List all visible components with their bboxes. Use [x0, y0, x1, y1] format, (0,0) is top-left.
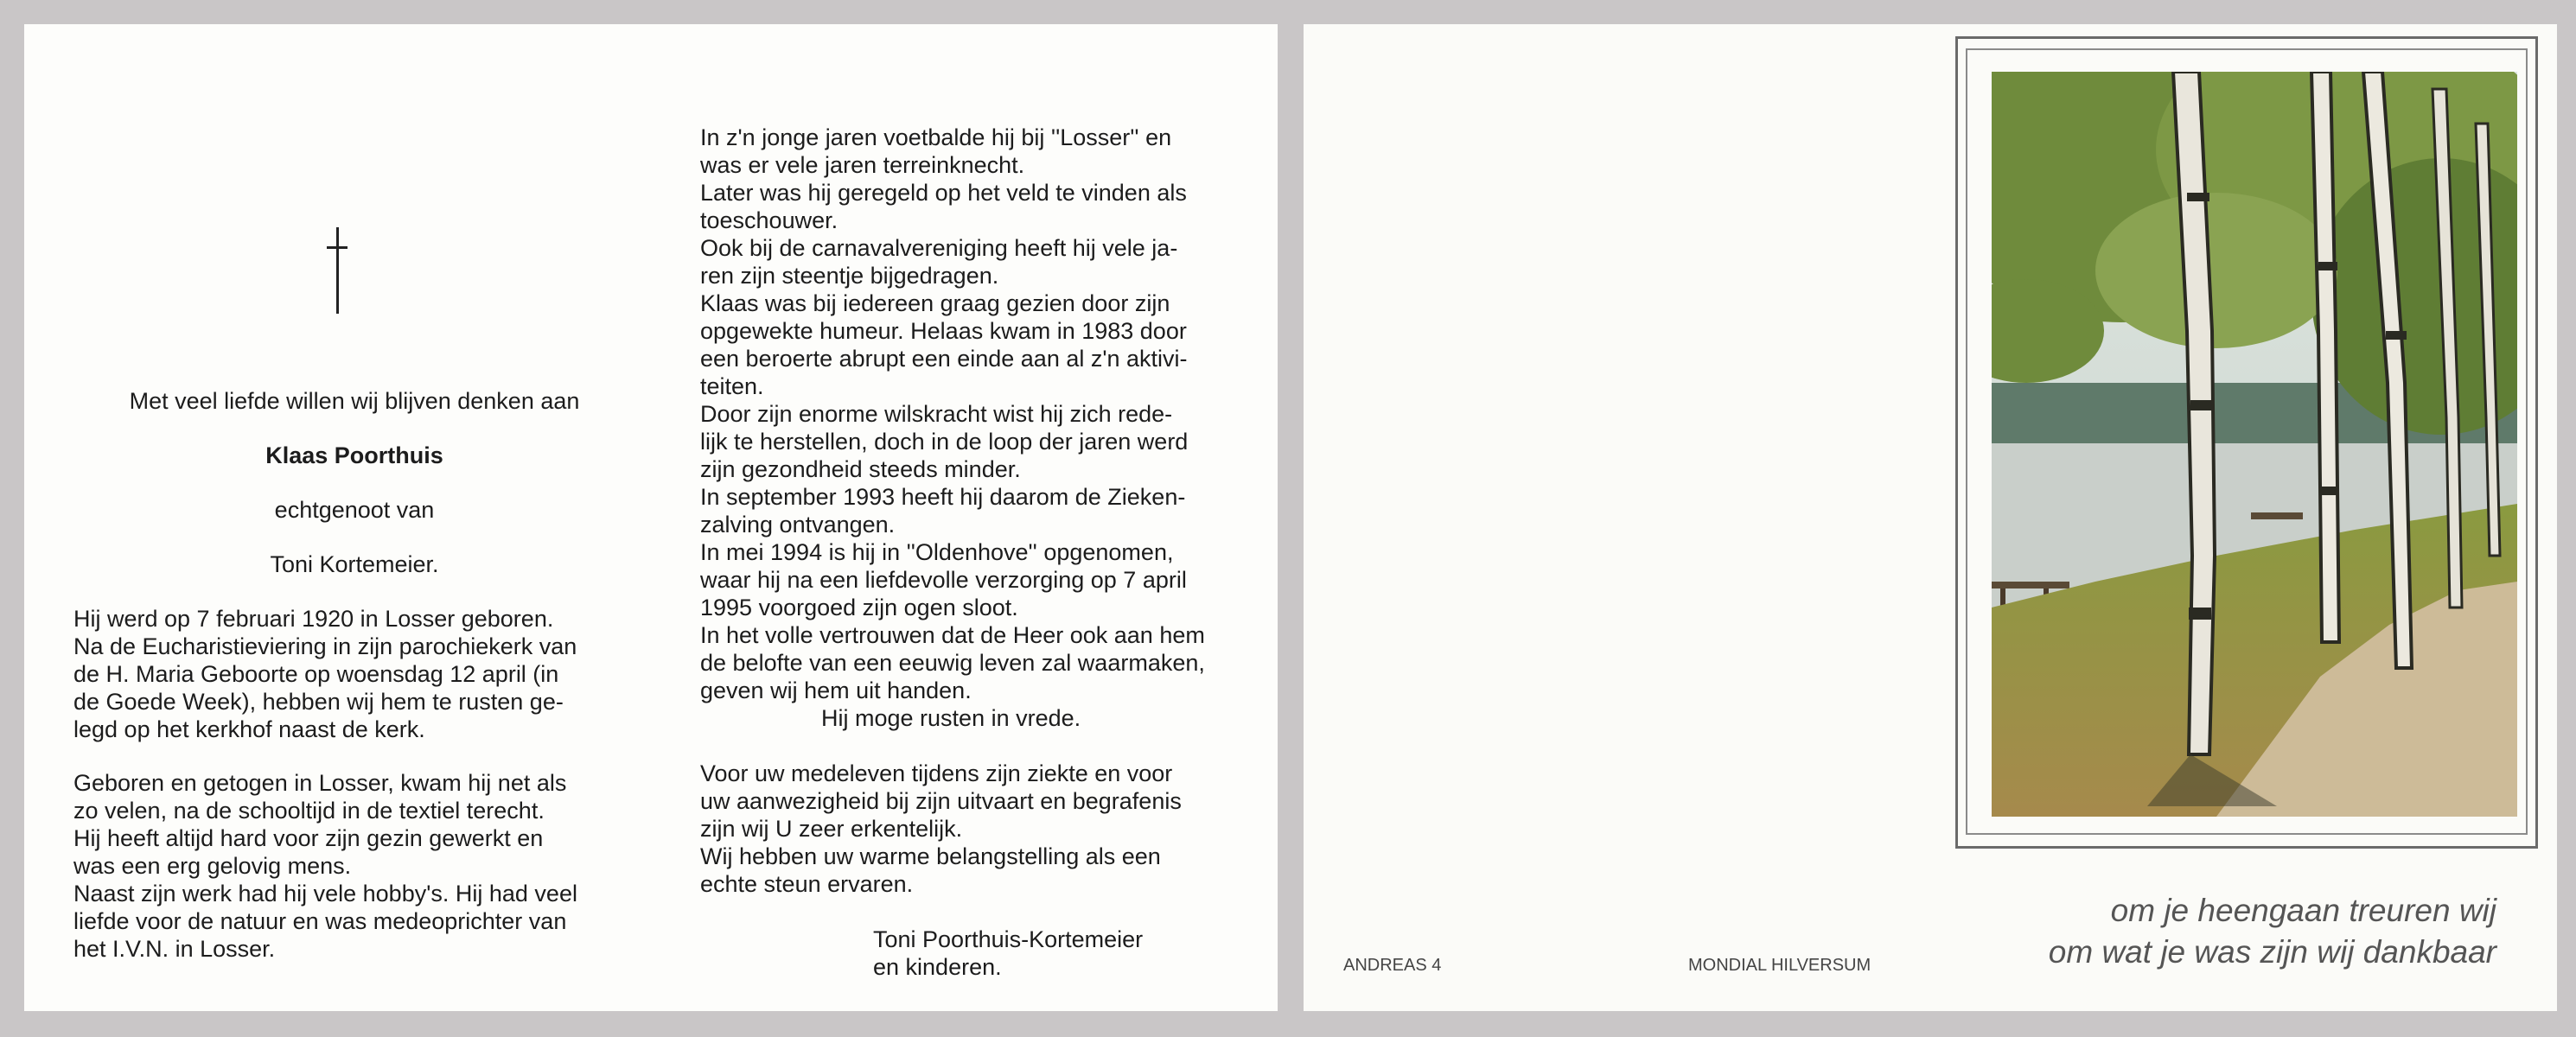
thanks-paragraph: Voor uw medeleven tijdens zijn ziekte en voor uw aanwezigheid bij zijn uitvaart en begrafenis zijn wij U zeer erkentelijk. Wij hebben uw warme belangstelling als een echte steun ervaren.	[700, 760, 1182, 897]
biography-paragraph-3: In z'n jonge jaren voetbalde hij bij ''Losser'' en was er vele jaren terreinknecht. Later was hij geregeld op het veld te vinden als toeschouwer. Ook bij de carnavalvereniging heeft hij vele ja- ren zijn steentje bijgedragen. Klaas was bij iedereen graag gezien door zijn opgewekte humeur. Helaas kwam in 1983 door een beroerte abrupt een einde aan al z'n aktivi- teiten. Door zijn enorme wilskracht wist hij zich rede- lijk te herstellen, doch in de loop der jaren werd zijn gezondheid steeds minder. In september 1993 heeft hij daarom de Zieken- zalving ontvangen. In mei 1994 is hij in ''Oldenhove'' opgenomen, waar hij na een liefdevolle verzorging op 7 april 1995 voorgoed zijn ogen sloot. In het volle vertrouwen dat de Heer ook aan hem de belofte van een eeuwig leven zal waarmaken, geven wij hem uit handen.	[700, 124, 1205, 703]
right-column	[700, 124, 1271, 981]
verse-line-2: om wat je was zijn wij dankbaar	[2048, 934, 2496, 970]
verse-line-1: om je heengaan treuren wij	[2110, 893, 2496, 928]
printer-credit: MONDIAL HILVERSUM	[1688, 956, 1871, 975]
verse	[1891, 890, 2496, 973]
spouse-label: echtgenoot van	[274, 497, 435, 523]
intro-text: Met veel liefde willen wij blijven denken aan	[129, 388, 580, 414]
birch-trees-photo	[1992, 72, 2517, 817]
cross-icon	[327, 227, 348, 314]
deceased-name: Klaas Poorthuis	[265, 442, 443, 468]
design-credit: ANDREAS 4	[1343, 956, 1442, 975]
biography-paragraph-2: Geboren en getogen in Losser, kwam hij net als zo velen, na de schooltijd in de textiel terecht. Hij heeft altijd hard voor zijn gezin gewerkt en was een erg gelovig mens. Naast zijn werk had hij vele hobby's. Hij had veel liefde voor de natuur en was medeoprichter van het I.V.N. in Losser.	[73, 770, 577, 962]
outer-sheet	[1304, 24, 2557, 1011]
signature: Toni Poorthuis-Kortemeier en kinderen.	[873, 926, 1144, 980]
birch-trees-image	[1992, 72, 2517, 817]
rest-in-peace-line: Hij moge rusten in vrede.	[821, 705, 1081, 731]
inner-sheet	[24, 24, 1278, 1011]
biography-paragraph-1: Hij werd op 7 februari 1920 in Losser geboren. Na de Eucharistieviering in zijn parochiekerk van de H. Maria Geboorte op woensdag 12 april (in de Goede Week), hebben wij hem te rusten ge- legd op het kerkhof naast de kerk.	[73, 606, 577, 742]
spouse-name: Toni Kortemeier.	[270, 551, 439, 577]
